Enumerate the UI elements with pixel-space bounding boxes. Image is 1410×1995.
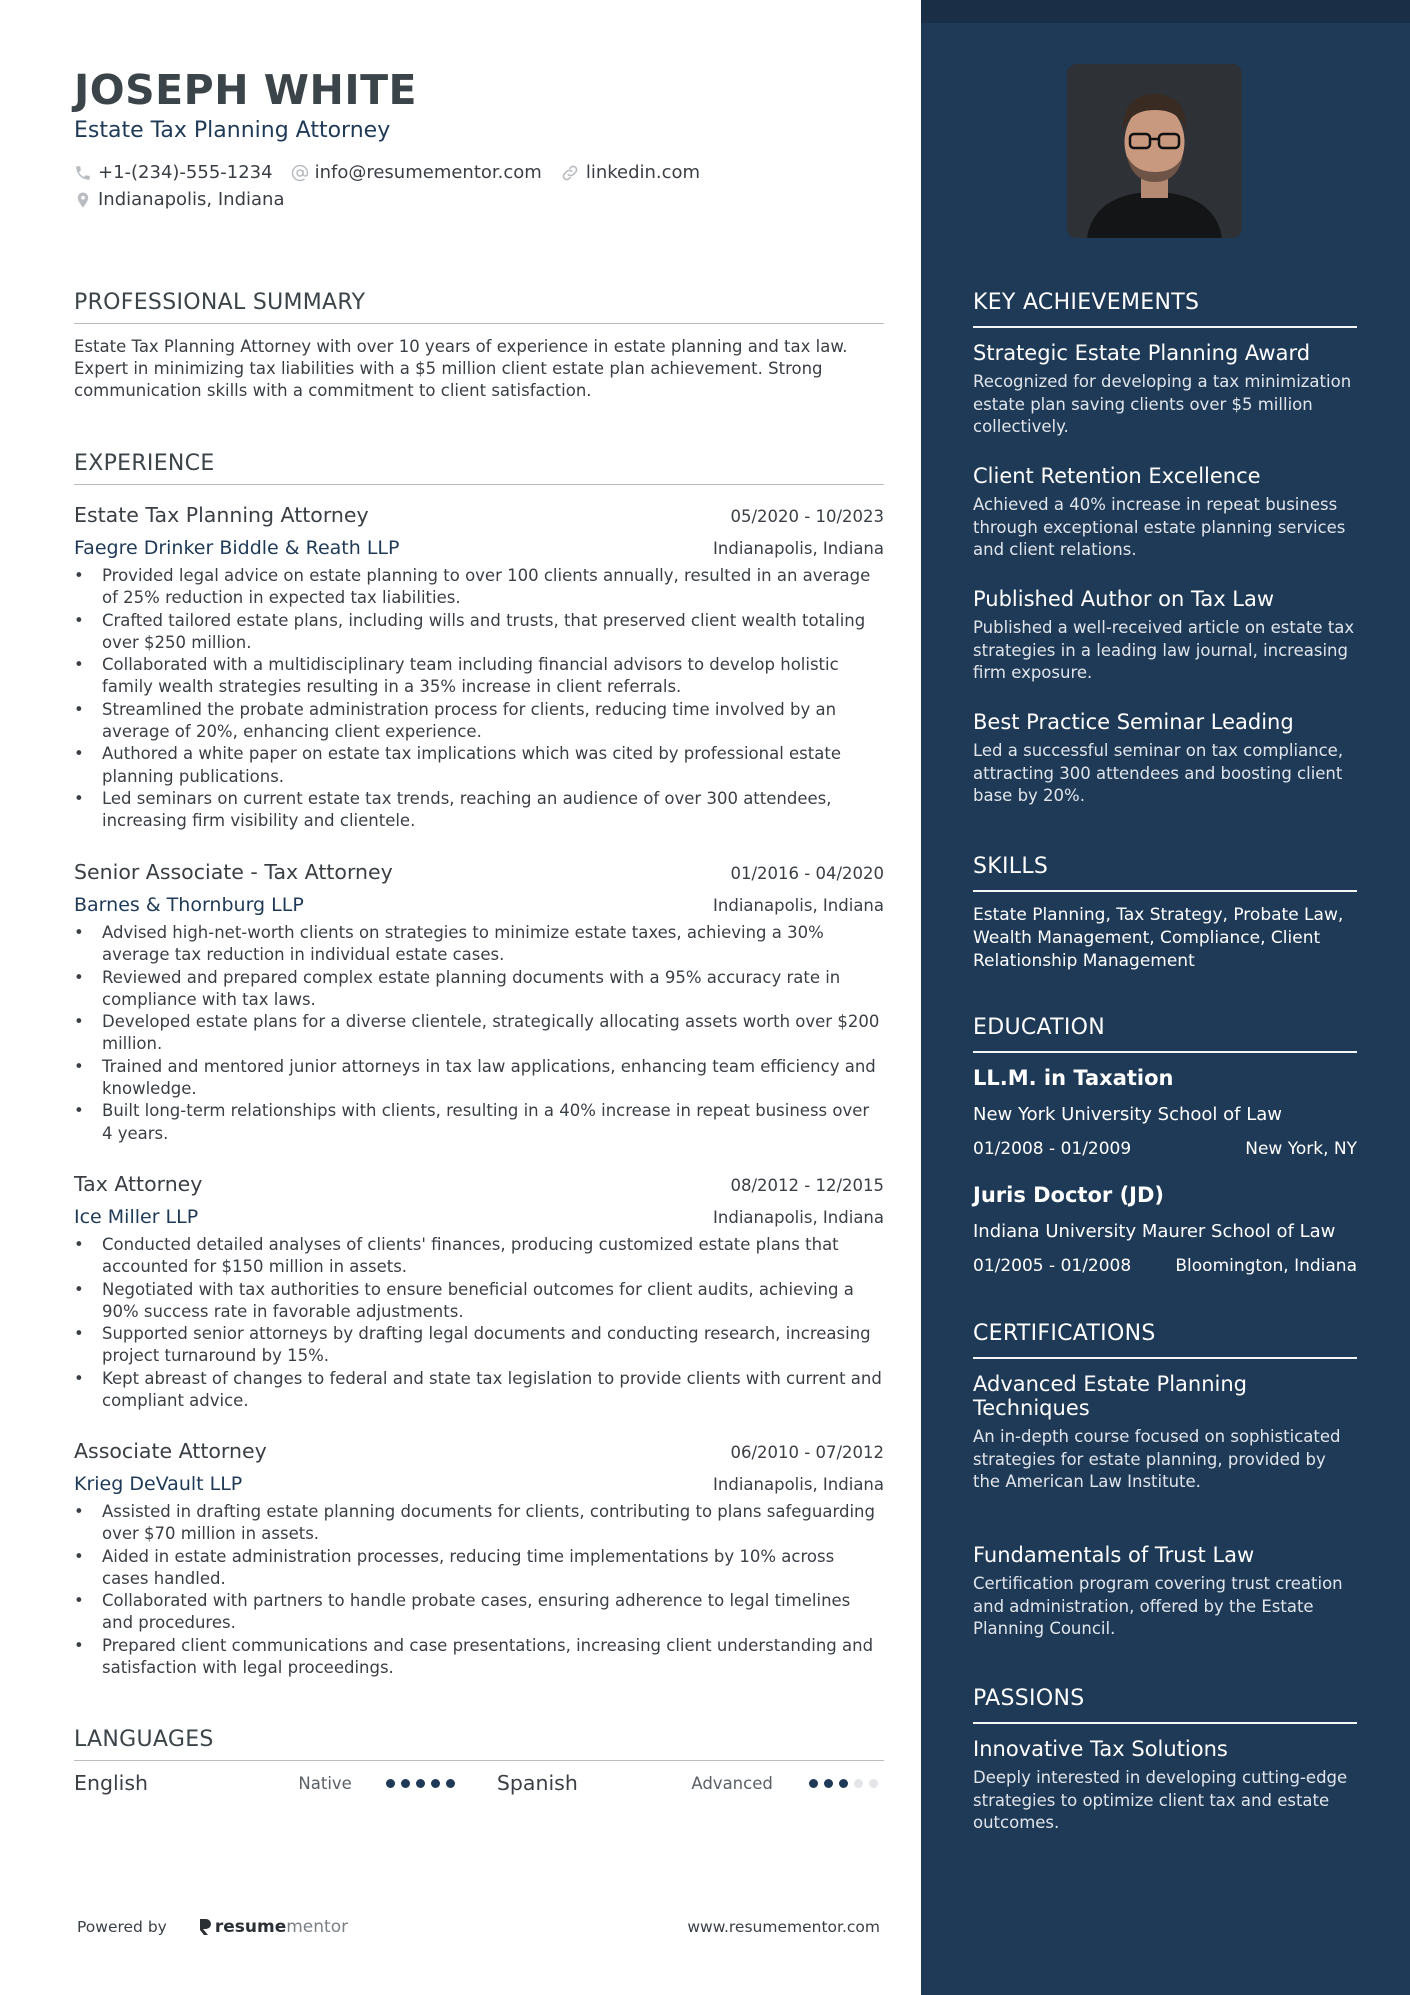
candidate-title: Estate Tax Planning Attorney: [74, 118, 391, 143]
bullet-item: • Provided legal advice on estate planning to over 100 clients annually, resulted in an average of 25% reduction in expected tax liabilities.: [74, 565, 884, 610]
rating-dot-filled: [446, 1779, 455, 1788]
passion-title: Innovative Tax Solutions: [973, 1737, 1228, 1761]
section-divider: [973, 1051, 1357, 1053]
section-divider: [973, 890, 1357, 892]
email-text: info@resumementor.com: [314, 162, 542, 183]
skills-text: Estate Planning, Tax Strategy, Probate Law, Wealth Management, Compliance, Client Relationship Management: [973, 905, 1344, 971]
achievement-item: [973, 464, 1357, 562]
powered-by-label: Powered by: [77, 1918, 167, 1936]
job-entry: [74, 1172, 884, 1412]
education-school: New York University School of Law: [973, 1104, 1282, 1125]
language-name: Spanish: [496, 1771, 578, 1795]
job-entry: [74, 503, 884, 833]
achievement-title: Published Author on Tax Law: [973, 587, 1275, 611]
job-location: Indianapolis, Indiana: [713, 1208, 884, 1227]
languages-heading: LANGUAGES: [74, 1727, 214, 1752]
bullet-item: • Reviewed and prepared complex estate planning documents with a 95% accuracy rate in compliance with tax laws.: [74, 967, 884, 1012]
brand-logo-icon: [197, 1917, 213, 1937]
job-location: Indianapolis, Indiana: [713, 539, 884, 558]
job-dates: 06/2010 - 07/2012: [730, 1443, 884, 1462]
passion-item: [973, 1737, 1357, 1835]
phone-text: +1-(234)-555-1234: [98, 162, 273, 183]
achievement-item: [973, 341, 1357, 439]
job-title: Estate Tax Planning Attorney: [74, 503, 369, 527]
achievement-desc: Recognized for developing a tax minimization estate plan saving clients over $5 million collectively.: [973, 372, 1352, 436]
certification-item: [973, 1372, 1357, 1494]
certifications-section: [973, 1321, 1357, 1359]
education-heading: EDUCATION: [973, 1015, 1106, 1040]
company-name: Ice Miller LLP: [74, 1206, 199, 1228]
achievement-item: [973, 710, 1357, 808]
link-icon: [560, 163, 580, 183]
achievement-desc: Achieved a 40% increase in repeat business through exceptional estate planning services and client relations.: [973, 495, 1346, 559]
phone-icon: [74, 164, 92, 182]
sidebar-top-band: [921, 0, 1410, 23]
languages-section: [74, 1727, 884, 1795]
education-item: [973, 1066, 1357, 1159]
job-entry: [74, 860, 884, 1145]
certifications-heading: CERTIFICATIONS: [973, 1321, 1156, 1346]
rating-dot-empty: [854, 1779, 863, 1788]
achievement-title: Best Practice Seminar Leading: [973, 710, 1294, 734]
language-list: [74, 1771, 884, 1795]
achievement-title: Strategic Estate Planning Award: [973, 341, 1311, 365]
bullet-item: • Streamlined the probate administration process for clients, reducing time involved by an average of 20%, enhancing client experience.: [74, 699, 884, 744]
language-level: Native: [298, 1773, 352, 1793]
skills-section: [973, 854, 1357, 973]
bullet-item: • Developed estate plans for a diverse clientele, strategically allocating assets worth over $200 million.: [74, 1011, 884, 1056]
summary-section: [74, 290, 884, 402]
education-dates: 01/2005 - 01/2008: [973, 1256, 1132, 1276]
bullet-item: • Assisted in drafting estate planning documents for clients, contributing to plans safeguarding over $70 million in assets.: [74, 1501, 884, 1546]
language-level: Advanced: [691, 1773, 773, 1793]
achievement-title: Client Retention Excellence: [973, 464, 1261, 488]
job-bullets: [74, 1501, 884, 1679]
footer: [74, 1917, 884, 1937]
education-section: [973, 1015, 1357, 1053]
job-dates: 05/2020 - 10/2023: [730, 507, 884, 526]
experience-section: [74, 451, 884, 485]
bullet-item: • Negotiated with tax authorities to ensure beneficial outcomes for client audits, achieving a 90% success rate in favorable adjustments.: [74, 1279, 884, 1324]
phone-contact[interactable]: [74, 162, 273, 183]
section-divider: [74, 1760, 884, 1761]
education-location: Bloomington, Indiana: [1175, 1256, 1357, 1276]
job-bullets: [74, 922, 884, 1145]
job-dates: 01/2016 - 04/2020: [730, 864, 884, 883]
bullet-item: • Trained and mentored junior attorneys in tax law applications, enhancing team efficiency and knowledge.: [74, 1056, 884, 1101]
brand-text-light: mentor: [286, 1917, 349, 1937]
job-title: Associate Attorney: [74, 1439, 267, 1463]
experience-heading: EXPERIENCE: [74, 451, 215, 476]
rating-dot-filled: [431, 1779, 440, 1788]
company-name: Krieg DeVault LLP: [74, 1473, 243, 1495]
education-dates: 01/2008 - 01/2009: [973, 1139, 1132, 1159]
bullet-item: • Crafted tailored estate plans, including wills and trusts, that preserved client wealth totaling over $250 million.: [74, 610, 884, 655]
education-degree: LL.M. in Taxation: [973, 1066, 1174, 1090]
rating-dot-filled: [386, 1779, 395, 1788]
certification-title: Fundamentals of Trust Law: [973, 1543, 1255, 1567]
rating-dot-empty: [869, 1779, 878, 1788]
certification-desc: Certification program covering trust creation and administration, offered by the Estate Planning Council.: [973, 1574, 1343, 1638]
rating-dot-filled: [809, 1779, 818, 1788]
job-bullets: [74, 565, 884, 833]
email-contact[interactable]: [291, 162, 542, 183]
job-dates: 08/2012 - 12/2015: [730, 1176, 884, 1195]
section-divider: [973, 1357, 1357, 1359]
section-divider: [973, 326, 1357, 328]
company-name: Barnes & Thornburg LLP: [74, 894, 304, 916]
language-rating: [809, 1779, 884, 1788]
skills-heading: SKILLS: [973, 854, 1049, 879]
bullet-item: • Advised high-net-worth clients on strategies to minimize estate taxes, achieving a 30% average tax reduction in individual estate cases.: [74, 922, 884, 967]
powered-by: [74, 1917, 348, 1937]
certification-title: Advanced Estate Planning Techniques: [973, 1372, 1248, 1420]
job-bullets: [74, 1234, 884, 1412]
summary-text: Estate Tax Planning Attorney with over 10 years of experience in estate planning and tax law. Expert in minimizing tax liabilities with a $5 million client estate plan achievement. Strong communication skills with a commitment to client satisfaction.: [74, 337, 848, 400]
location-row: [74, 189, 303, 210]
passions-heading: PASSIONS: [973, 1686, 1085, 1711]
profile-photo-illustration: [1067, 64, 1242, 238]
contact-row: [74, 162, 718, 183]
linkedin-contact[interactable]: [560, 162, 700, 183]
brand-text-bold: resume: [214, 1917, 287, 1937]
bullet-item: • Collaborated with a multidisciplinary team including financial advisors to develop holistic family wealth strategies resulting in a 35% increase in client referrals.: [74, 654, 884, 699]
job-title: Senior Associate - Tax Attorney: [74, 860, 393, 884]
bullet-item: • Collaborated with partners to handle probate cases, ensuring adherence to legal timelines and procedures.: [74, 1590, 884, 1635]
rating-dot-filled: [401, 1779, 410, 1788]
summary-heading: PROFESSIONAL SUMMARY: [74, 290, 366, 315]
website-link[interactable]: www.resumementor.com: [687, 1918, 880, 1936]
at-icon: [291, 164, 309, 182]
location-text: Indianapolis, Indiana: [98, 189, 285, 210]
passions-section: [973, 1686, 1357, 1724]
certification-item: [973, 1543, 1357, 1641]
rating-dot-filled: [824, 1779, 833, 1788]
achievements-heading: KEY ACHIEVEMENTS: [973, 290, 1200, 315]
rating-dot-filled: [839, 1779, 848, 1788]
certification-desc: An in-depth course focused on sophisticated strategies for estate planning, provided by the American Law Institute.: [973, 1427, 1341, 1491]
achievements-section: [973, 290, 1357, 328]
bullet-item: • Aided in estate administration processes, reducing time implementations by 10% across cases handled.: [74, 1546, 884, 1591]
section-divider: [973, 1722, 1357, 1724]
education-degree: Juris Doctor (JD): [973, 1183, 1165, 1207]
linkedin-text: linkedin.com: [585, 162, 701, 183]
bullet-item: • Conducted detailed analyses of clients' finances, producing customized estate plans that accounted for $150 million in assets.: [74, 1234, 884, 1279]
location-pin-icon: [74, 190, 92, 210]
job-title: Tax Attorney: [74, 1172, 203, 1196]
bullet-item: • Built long-term relationships with clients, resulting in a 40% increase in repeat business over 4 years.: [74, 1100, 884, 1145]
language-name: English: [74, 1771, 149, 1795]
education-item: [973, 1183, 1357, 1276]
section-divider: [74, 323, 884, 324]
education-school: Indiana University Maurer School of Law: [973, 1221, 1336, 1242]
bullet-item: • Supported senior attorneys by drafting legal documents and conducting research, increasing project turnaround by 15%.: [74, 1323, 884, 1368]
achievement-desc: Published a well-received article on estate tax strategies in a leading law journal, increasing firm exposure.: [973, 618, 1355, 682]
job-entry: [74, 1439, 884, 1679]
language-rating: [386, 1779, 497, 1788]
education-location: New York, NY: [1245, 1139, 1357, 1159]
job-location: Indianapolis, Indiana: [713, 1475, 884, 1494]
achievement-desc: Led a successful seminar on tax compliance, attracting 300 attendees and boosting client base by 20%.: [973, 741, 1344, 805]
achievement-item: [973, 587, 1357, 685]
job-location: Indianapolis, Indiana: [713, 896, 884, 915]
passion-desc: Deeply interested in developing cutting-edge strategies to optimize client tax and estate outcomes.: [973, 1768, 1348, 1832]
location-contact: [74, 189, 285, 210]
section-divider: [74, 484, 884, 485]
bullet-item: • Authored a white paper on estate tax implications which was cited by professional estate planning publications.: [74, 743, 884, 788]
bullet-item: • Led seminars on current estate tax trends, reaching an audience of over 300 attendees, increasing firm visibility and clientele.: [74, 788, 884, 833]
profile-photo: [1067, 64, 1242, 238]
bullet-item: • Kept abreast of changes to federal and state tax legislation to provide clients with current and compliant advice.: [74, 1368, 884, 1413]
candidate-name: JOSEPH WHITE: [74, 66, 418, 114]
sidebar: [921, 0, 1410, 1995]
bullet-item: • Prepared client communications and case presentations, increasing client understanding and satisfaction with legal proceedings.: [74, 1635, 884, 1680]
company-name: Faegre Drinker Biddle & Reath LLP: [74, 537, 400, 559]
resumementor-logo[interactable]: [197, 1917, 348, 1937]
rating-dot-filled: [416, 1779, 425, 1788]
